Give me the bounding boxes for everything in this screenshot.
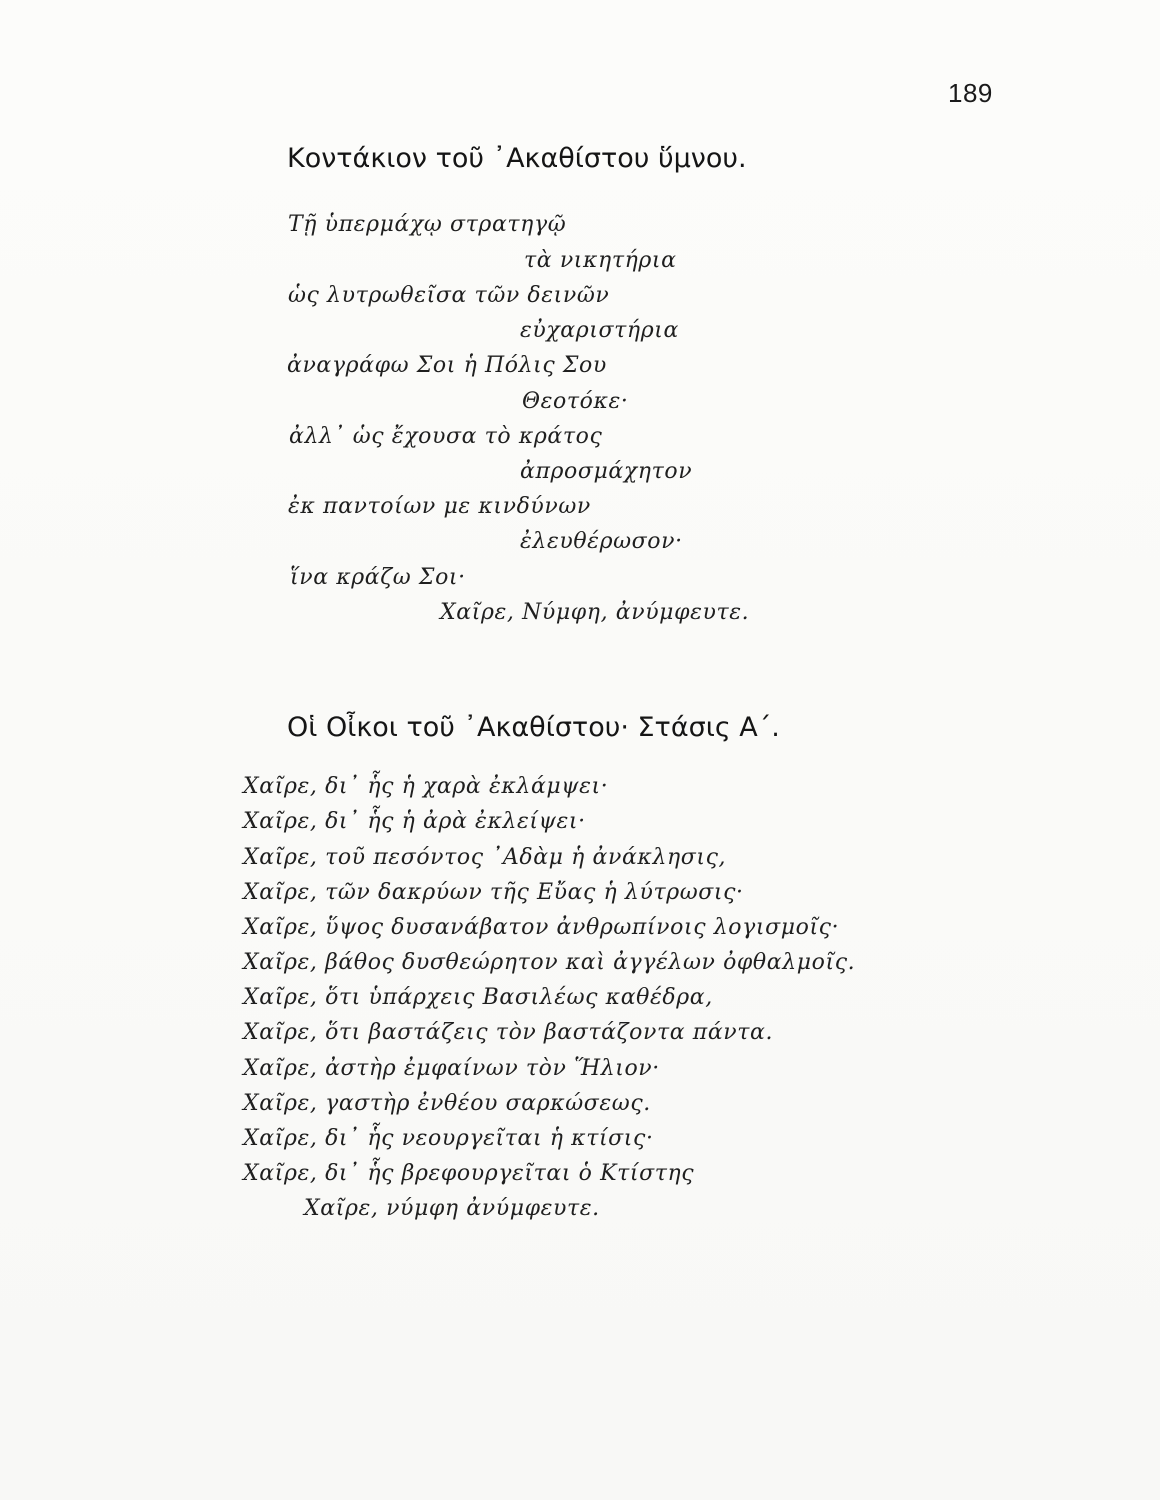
verse-line: ἐκ παντοίων με κινδύνων [288,494,591,519]
verse-line: Χαῖρε, ἀστὴρ ἐμφαίνων τὸν Ἥλιον· [243,1056,660,1081]
verse-line: Χαῖρε, Νύμφη, ἀνύμφευτε. [440,600,750,625]
verse-line: τὰ νικητήρια [524,248,677,273]
verse-line: Χαῖρε, ὅτι βαστάζεις τὸν βαστάζοντα πάντα. [243,1020,774,1045]
verse-line: ἀπροσμάχητον [520,459,693,484]
verse-line: Χαῖρε, γαστὴρ ἐνθέου σαρκώσεως. [243,1091,651,1116]
kontakion-title: Κοντάκιον τοῦ ᾿Ακαθίστου ὕμνου. [287,143,747,174]
verse-line: Χαῖρε, τῶν δακρύων τῆς Εὔας ἡ λύτρωσις· [243,880,744,905]
verse-line: εὐχαριστήρια [520,318,679,343]
verse-line: ὡς λυτρωθεῖσα τῶν δεινῶν [288,283,610,308]
verse-line: Χαῖρε, νύμφη ἀνύμφευτε. [304,1196,600,1221]
verse-line: Χαῖρε, ὅτι ὑπάρχεις Βασιλέως καθέδρα, [243,985,713,1010]
verse-line: Χαῖρε, δι᾿ ἧς βρεφουργεῖται ὁ Κτίστης [243,1161,695,1186]
verse-line: ἐλευθέρωσον· [520,529,683,554]
verse-line: ἀναγράφω Σοι ἡ Πόλις Σου [287,353,607,378]
verse-line: Τῇ ὑπερμάχῳ στρατηγῷ [288,212,567,237]
verse-line: Χαῖρε, δι᾿ ἧς ἡ ἀρὰ ἐκλείψει· [243,809,586,834]
verse-line: ἵνα κράζω Σοι· [290,565,466,590]
verse-line: Χαῖρε, βάθος δυσθεώρητον καὶ ἀγγέλων ὀφθαλμοῖς. [243,950,856,975]
verse-line: Χαῖρε, τοῦ πεσόντος ᾿Αδὰμ ἡ ἀνάκλησις, [243,845,727,870]
verse-line: Θεοτόκε· [522,389,629,414]
verse-line: Χαῖρε, δι᾿ ἧς νεουργεῖται ἡ κτίσις· [243,1126,654,1151]
oikoi-title: Οἱ Οἶκοι τοῦ ᾿Ακαθίστου· Στάσις Α΄. [287,712,780,743]
page-number: 189 [948,78,993,108]
verse-line: ἀλλ᾿ ὡς ἔχουσα τὸ κράτος [289,424,603,449]
verse-line: Χαῖρε, δι᾿ ἧς ἡ χαρὰ ἐκλάμψει· [243,774,609,799]
verse-line: Χαῖρε, ὕψος δυσανάβατον ἀνθρωπίνοις λογισμοῖς· [243,915,840,940]
